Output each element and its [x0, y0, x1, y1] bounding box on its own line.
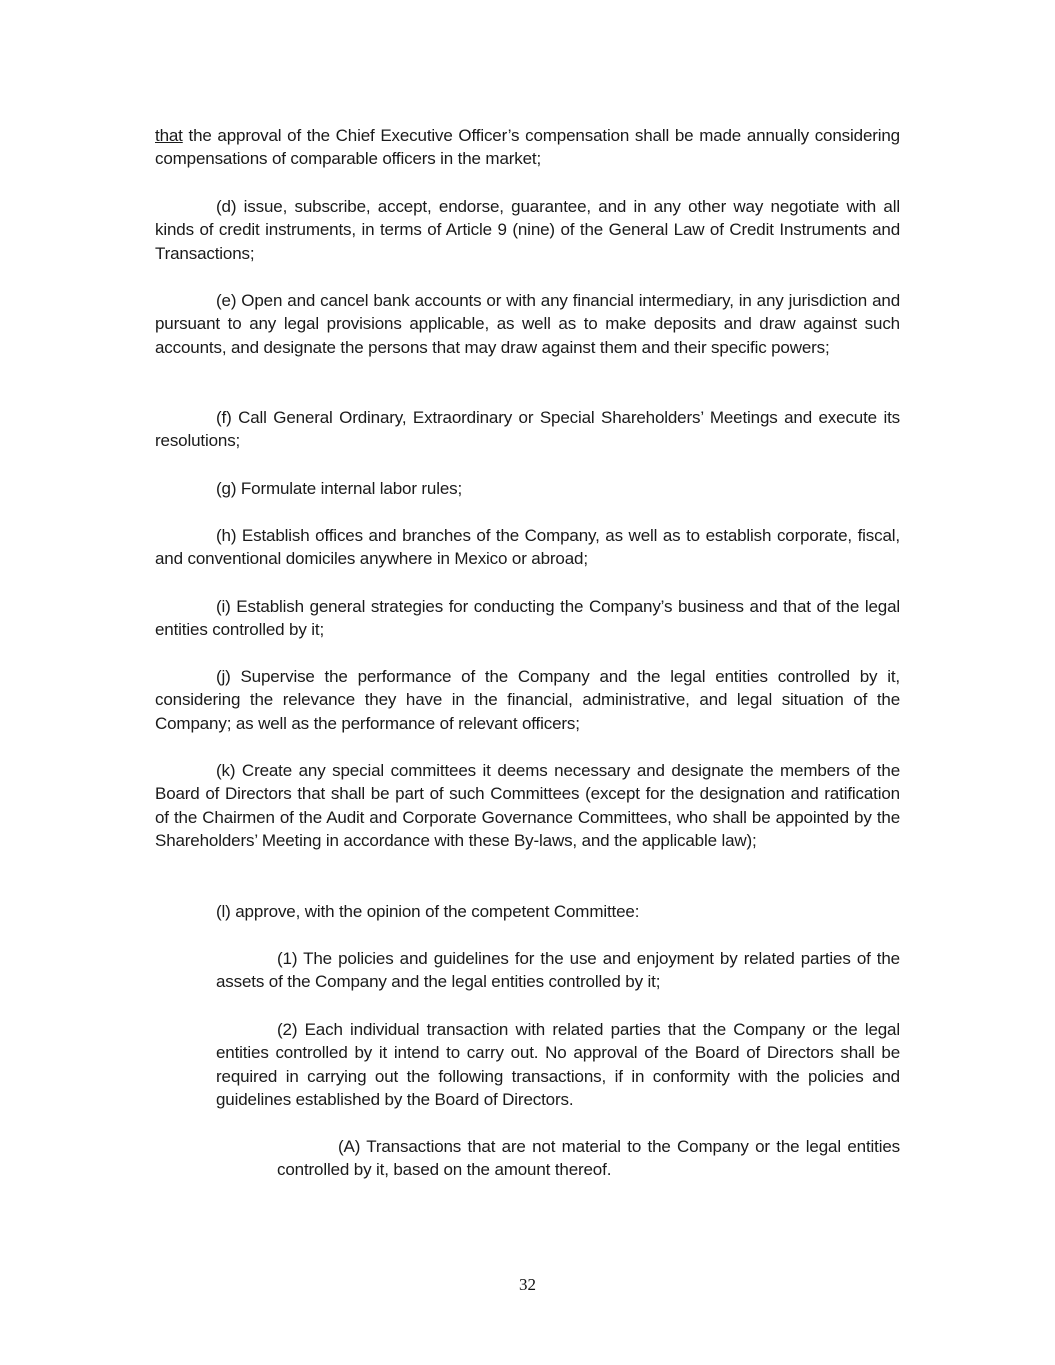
paragraph-g: (g) Formulate internal labor rules; — [216, 479, 463, 498]
paragraph-l-1: (1) The policies and guidelines for the use and enjoyment by related parties of the assets of the Company and the legal entities controlled by it; — [216, 949, 900, 992]
paragraph-i: (i) Establish general strategies for conducting the Company’s business and that of the legal entities controlled by it; — [155, 597, 900, 640]
paragraph-e: (e) Open and cancel bank accounts or with any financial intermediary, in any jurisdiction and pursuant to any legal provisions applicable, as well as to make deposits and draw against such accounts, and designate the persons that may draw against them and their specific powers; — [155, 291, 900, 357]
paragraph-k: (k) Create any special committees it deems necessary and designate the members of the Board of Directors that shall be part of such Committees (except for the designation and ratification of the Chairmen of the Audit and Corporate Governance Committees, who shall be appointed by the Shareholders’ Meeting in accordance with these By-laws, and the applicable law); — [155, 761, 900, 851]
paragraph-f: (f) Call General Ordinary, Extraordinary or Special Shareholders’ Meetings and execute its resolutions; — [155, 408, 900, 451]
paragraph-l-2: (2) Each individual transaction with related parties that the Company or the legal entities controlled by it intend to carry out. No approval of the Board of Directors shall be required in carrying out the following transactions, if in conformity with the policies and guidelines established by the Board of Directors. — [216, 1020, 900, 1110]
paragraph-text: the approval of the Chief Executive Officer’s compensation shall be made annually considering compensations of comparable officers in the market; — [155, 126, 900, 169]
paragraph-l-2-A: (A) Transactions that are not material to the Company or the legal entities controlled by it, based on the amount thereof. — [277, 1137, 900, 1180]
underlined-word: that — [155, 126, 183, 145]
paragraph-continuation — [155, 124, 900, 171]
paragraph-d: (d) issue, subscribe, accept, endorse, guarantee, and in any other way negotiate with all kinds of credit instruments, in terms of Article 9 (nine) of the General Law of Credit Instruments and Transactions; — [155, 197, 900, 263]
paragraph-j: (j) Supervise the performance of the Company and the legal entities controlled by it, considering the relevance they have in the financial, administrative, and legal situation of the Company; as well as the performance of relevant officers; — [155, 667, 900, 733]
page-number: 32 — [519, 1275, 536, 1294]
paragraph-h: (h) Establish offices and branches of the Company, as well as to establish corporate, fiscal, and conventional domiciles anywhere in Mexico or abroad; — [155, 526, 900, 569]
paragraph-l: (l) approve, with the opinion of the competent Committee: — [216, 902, 640, 921]
